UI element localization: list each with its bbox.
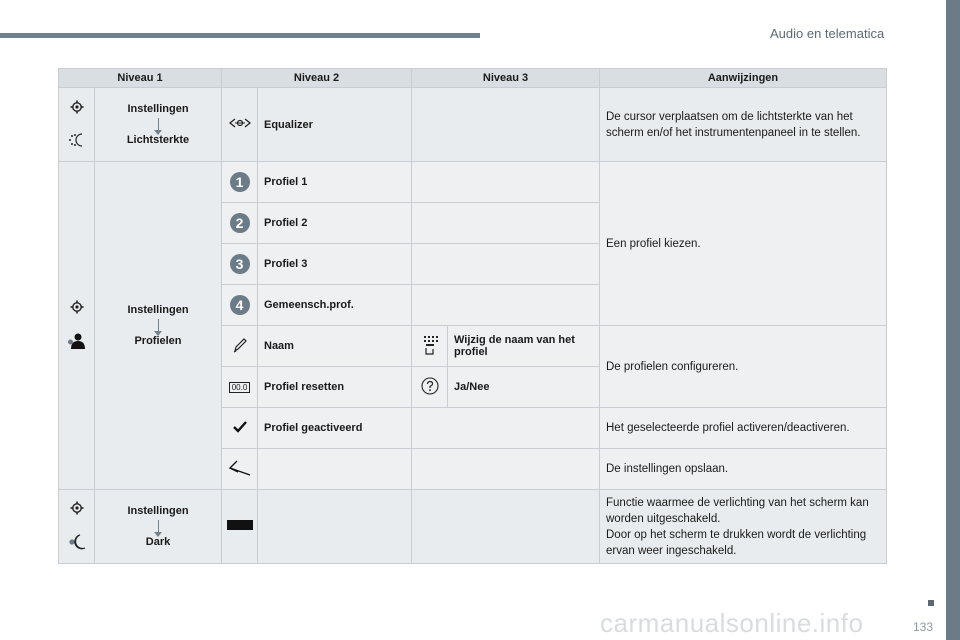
question-icon [412, 367, 448, 408]
header-notes: Aanwijzingen [600, 69, 887, 88]
profile-2-badge: 2 [222, 203, 258, 244]
settings-table [58, 68, 887, 564]
header-level3: Niveau 3 [412, 69, 600, 88]
profile-config-desc: De profielen configureren. [600, 326, 887, 408]
profile-4-label: Gemeensch.prof. [258, 285, 412, 326]
watermark: carmanualsonline.info [600, 608, 864, 638]
black-screen-icon [222, 490, 258, 564]
brightness-level1: Instellingen Lichtsterkte [95, 88, 222, 162]
moon-icon [68, 534, 86, 553]
profile-icons [59, 162, 95, 490]
profile-1-label: Profiel 1 [258, 162, 412, 203]
gear-icon [70, 100, 84, 117]
gear-icon [70, 501, 84, 518]
profile-icon [67, 333, 87, 352]
brightness-icon [68, 133, 86, 150]
reset-counter-icon: 00.0 [222, 367, 258, 408]
section-title: Audio en telematica [770, 26, 885, 41]
rename-profile-label: Wijzig de naam van het profiel [448, 326, 600, 367]
dark-icons [59, 490, 95, 564]
header-level1: Niveau 1 [59, 69, 222, 88]
profile-4-badge: 4 [222, 285, 258, 326]
dark-level1: Instellingen Dark [95, 490, 222, 564]
header-bar [0, 33, 480, 38]
name-label: Naam [258, 326, 412, 367]
profiles-level1: Instellingen Profielen [95, 162, 222, 490]
gear-icon [70, 300, 84, 317]
pencil-icon [222, 326, 258, 367]
profile-3-badge: 3 [222, 244, 258, 285]
profile-2-label: Profiel 2 [258, 203, 412, 244]
down-arrow-icon [158, 118, 159, 132]
brightness-desc: De cursor verplaatsen om de lichtsterkte van het scherm en/of het instrumentenpaneel in te stellen. [600, 88, 887, 162]
yes-no-label: Ja/Nee [448, 367, 600, 408]
down-arrow-icon [158, 520, 159, 534]
dark-desc: Functie waarmee de verlichting van het scherm kan worden uitgeschakeld. Door op het scherm te drukken wordt de verlichting ervan weer ingeschakeld. [600, 490, 887, 564]
check-icon [222, 408, 258, 449]
brightness-icons [59, 88, 95, 162]
profile-select-desc: Een profiel kiezen. [600, 162, 887, 326]
profile-3-label: Profiel 3 [258, 244, 412, 285]
page-number: 133 [913, 620, 934, 634]
profile-active-desc: Het geselecteerde profiel activeren/deactiveren. [600, 408, 887, 449]
equalizer-icon [222, 88, 258, 162]
reset-profile-label: Profiel resetten [258, 367, 412, 408]
profile-1-badge: 1 [222, 162, 258, 203]
page-edge-tab [946, 0, 960, 640]
header-level2: Niveau 2 [222, 69, 412, 88]
down-arrow-icon [158, 319, 159, 333]
page-marker [928, 600, 934, 606]
keyboard-icon [412, 326, 448, 367]
equalizer-label: Equalizer [258, 88, 412, 162]
back-arrow-icon [222, 449, 258, 490]
profile-active-label: Profiel geactiveerd [258, 408, 412, 449]
save-settings-desc: De instellingen opslaan. [600, 449, 887, 490]
